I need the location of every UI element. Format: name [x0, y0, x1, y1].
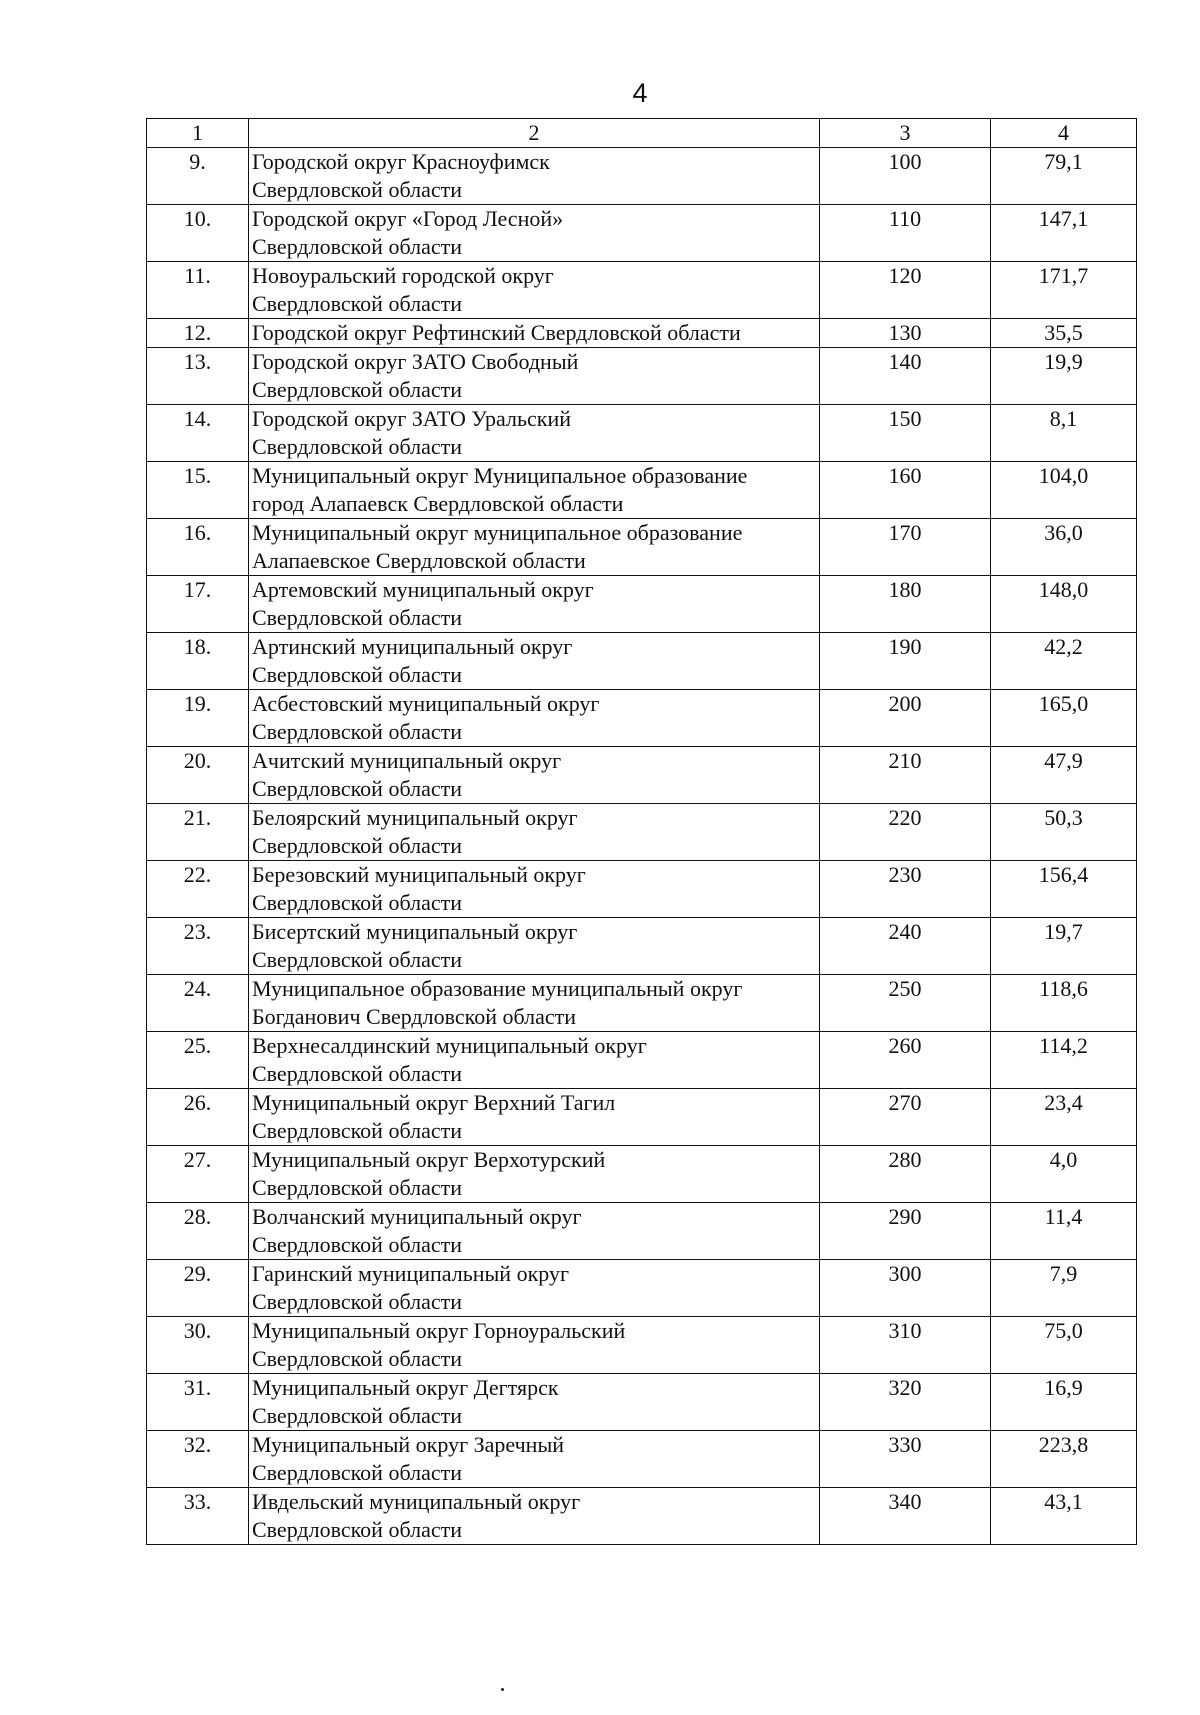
municipality-name	[249, 1089, 820, 1146]
row-code: 220	[820, 804, 991, 861]
municipality-name-line-1: Гаринский муниципальный округ	[252, 1261, 569, 1286]
row-number: 19.	[147, 690, 249, 747]
table-row	[147, 1146, 1137, 1203]
row-code: 180	[820, 576, 991, 633]
row-code: 330	[820, 1431, 991, 1488]
table-row	[147, 576, 1137, 633]
municipality-name-line-2: Свердловской области	[252, 890, 462, 915]
row-code: 280	[820, 1146, 991, 1203]
row-value: 47,9	[991, 747, 1137, 804]
row-value: 79,1	[991, 148, 1137, 205]
municipality-name-line-1: Муниципальный округ Горноуральский	[252, 1318, 626, 1343]
municipality-name-line-1: Березовский муниципальный округ	[252, 862, 586, 887]
municipality-name	[249, 1431, 820, 1488]
municipality-name-line-2: Свердловской области	[252, 377, 462, 402]
municipality-name	[249, 1203, 820, 1260]
row-code: 150	[820, 405, 991, 462]
table-row	[147, 205, 1137, 262]
row-code: 210	[820, 747, 991, 804]
municipality-name-line-2: Свердловской области	[252, 234, 462, 259]
municipality-name-line-2: Свердловской области	[252, 1118, 462, 1143]
row-value: 223,8	[991, 1431, 1137, 1488]
row-value: 148,0	[991, 576, 1137, 633]
municipality-name-line-1: Городской округ ЗАТО Свободный	[252, 349, 579, 374]
table-row	[147, 690, 1137, 747]
municipality-name-line-2: город Алапаевск Свердловской области	[252, 491, 624, 516]
municipality-name-line-1: Муниципальный округ Верхотурский	[252, 1147, 606, 1172]
row-code: 140	[820, 348, 991, 405]
row-number: 11.	[147, 262, 249, 319]
row-value: 7,9	[991, 1260, 1137, 1317]
row-value: 42,2	[991, 633, 1137, 690]
municipality-name	[249, 861, 820, 918]
municipality-name	[249, 462, 820, 519]
municipality-name	[249, 262, 820, 319]
municipality-name	[249, 747, 820, 804]
municipality-name-line-1: Ивдельский муниципальный округ	[252, 1489, 581, 1514]
row-code: 310	[820, 1317, 991, 1374]
row-code: 230	[820, 861, 991, 918]
row-value: 165,0	[991, 690, 1137, 747]
municipality-name-line-1: Муниципальный округ муниципальное образование	[252, 520, 743, 545]
municipality-name-line-2: Свердловской области	[252, 947, 462, 972]
row-value: 75,0	[991, 1317, 1137, 1374]
table-row	[147, 861, 1137, 918]
row-value: 19,9	[991, 348, 1137, 405]
row-code: 130	[820, 319, 991, 348]
row-value: 147,1	[991, 205, 1137, 262]
row-value: 36,0	[991, 519, 1137, 576]
municipality-name-line-2: Свердловской области	[252, 434, 462, 459]
municipality-name	[249, 975, 820, 1032]
row-number: 16.	[147, 519, 249, 576]
municipality-name-line-2: Алапаевское Свердловской области	[252, 548, 586, 573]
table-row	[147, 148, 1137, 205]
municipality-name	[249, 319, 820, 348]
municipality-name	[249, 804, 820, 861]
municipality-name	[249, 1260, 820, 1317]
municipality-name-line-2: Свердловской области	[252, 1175, 462, 1200]
row-code: 320	[820, 1374, 991, 1431]
row-number: 15.	[147, 462, 249, 519]
municipality-name-line-2: Свердловской области	[252, 1346, 462, 1371]
municipality-name-line-1: Белоярский муниципальный округ	[252, 805, 578, 830]
row-value: 11,4	[991, 1203, 1137, 1260]
municipality-name-line-2: Свердловской области	[252, 1403, 462, 1428]
municipality-name-line-1: Муниципальный округ Верхний Тагил	[252, 1090, 616, 1115]
row-code: 120	[820, 262, 991, 319]
municipality-name-line-1: Верхнесалдинский муниципальный округ	[252, 1033, 647, 1058]
page-number: 4	[632, 78, 648, 108]
row-number: 9.	[147, 148, 249, 205]
row-value: 35,5	[991, 319, 1137, 348]
municipality-name-line-2: Свердловской области	[252, 1232, 462, 1257]
municipality-name	[249, 576, 820, 633]
row-code: 250	[820, 975, 991, 1032]
municipality-name	[249, 633, 820, 690]
row-code: 100	[820, 148, 991, 205]
table-row	[147, 319, 1137, 348]
row-value: 19,7	[991, 918, 1137, 975]
column-header-1: 1	[147, 119, 249, 148]
municipality-name	[249, 918, 820, 975]
row-value: 4,0	[991, 1146, 1137, 1203]
row-number: 10.	[147, 205, 249, 262]
row-code: 240	[820, 918, 991, 975]
table-header-row	[147, 119, 1137, 148]
row-value: 156,4	[991, 861, 1137, 918]
table-row	[147, 262, 1137, 319]
table-row	[147, 1317, 1137, 1374]
row-number: 31.	[147, 1374, 249, 1431]
municipality-name-line-2: Свердловской области	[252, 1460, 462, 1485]
table-row	[147, 975, 1137, 1032]
column-header-4: 4	[991, 119, 1137, 148]
row-number: 24.	[147, 975, 249, 1032]
row-code: 260	[820, 1032, 991, 1089]
row-code: 300	[820, 1260, 991, 1317]
row-code: 160	[820, 462, 991, 519]
row-number: 32.	[147, 1431, 249, 1488]
table-row	[147, 1431, 1137, 1488]
municipality-name	[249, 1317, 820, 1374]
municipality-name-line-1: Городской округ «Город Лесной»	[252, 206, 564, 231]
column-header-3: 3	[820, 119, 991, 148]
municipality-name-line-1: Городской округ Рефтинский Свердловской области	[252, 320, 741, 345]
municipality-name-line-2: Свердловской области	[252, 833, 462, 858]
table-row	[147, 348, 1137, 405]
row-code: 270	[820, 1089, 991, 1146]
municipality-name-line-2: Свердловской области	[252, 177, 462, 202]
municipality-name-line-1: Городской округ Красноуфимск	[252, 149, 550, 174]
row-number: 18.	[147, 633, 249, 690]
data-table	[146, 118, 1137, 1545]
municipality-name-line-2: Свердловской области	[252, 1061, 462, 1086]
municipality-name-line-1: Муниципальное образование муниципальный округ	[252, 976, 743, 1001]
row-value: 8,1	[991, 405, 1137, 462]
table-row	[147, 1203, 1137, 1260]
row-value: 104,0	[991, 462, 1137, 519]
table-row	[147, 462, 1137, 519]
municipality-name	[249, 1488, 820, 1545]
municipality-name	[249, 405, 820, 462]
row-number: 27.	[147, 1146, 249, 1203]
municipality-name	[249, 1374, 820, 1431]
municipality-name-line-2: Свердловской области	[252, 1517, 462, 1542]
municipality-name-line-1: Асбестовский муниципальный округ	[252, 691, 600, 716]
row-number: 22.	[147, 861, 249, 918]
municipality-name-line-2: Свердловской области	[252, 662, 462, 687]
row-number: 14.	[147, 405, 249, 462]
row-value: 16,9	[991, 1374, 1137, 1431]
municipality-name-line-1: Волчанский муниципальный округ	[252, 1204, 582, 1229]
municipality-name-line-1: Муниципальный округ Муниципальное образование	[252, 463, 748, 488]
table-row	[147, 1032, 1137, 1089]
row-value: 114,2	[991, 1032, 1137, 1089]
municipality-name-line-2: Свердловской области	[252, 291, 462, 316]
table-row	[147, 918, 1137, 975]
municipality-name-line-2: Богданович Свердловской области	[252, 1004, 577, 1029]
municipality-name	[249, 205, 820, 262]
row-number: 20.	[147, 747, 249, 804]
table-row	[147, 1260, 1137, 1317]
row-value: 171,7	[991, 262, 1137, 319]
table-row	[147, 633, 1137, 690]
row-number: 26.	[147, 1089, 249, 1146]
municipality-name-line-1: Бисертский муниципальный округ	[252, 919, 578, 944]
table-body	[147, 119, 1137, 1545]
municipality-name-line-2: Свердловской области	[252, 776, 462, 801]
row-number: 21.	[147, 804, 249, 861]
row-number: 33.	[147, 1488, 249, 1545]
row-number: 13.	[147, 348, 249, 405]
row-code: 190	[820, 633, 991, 690]
row-number: 28.	[147, 1203, 249, 1260]
table-row	[147, 747, 1137, 804]
municipality-name-line-2: Свердловской области	[252, 719, 462, 744]
row-number: 12.	[147, 319, 249, 348]
municipality-name-line-1: Артинский муниципальный округ	[252, 634, 573, 659]
municipality-name	[249, 1032, 820, 1089]
table-row	[147, 1488, 1137, 1545]
row-value: 118,6	[991, 975, 1137, 1032]
municipality-name	[249, 519, 820, 576]
municipality-name	[249, 1146, 820, 1203]
row-number: 25.	[147, 1032, 249, 1089]
table-row	[147, 1374, 1137, 1431]
row-code: 290	[820, 1203, 991, 1260]
table-row	[147, 519, 1137, 576]
municipality-name-line-1: Артемовский муниципальный округ	[252, 577, 594, 602]
row-value: 23,4	[991, 1089, 1137, 1146]
row-number: 17.	[147, 576, 249, 633]
row-code: 170	[820, 519, 991, 576]
municipality-name-line-2: Свердловской области	[252, 1289, 462, 1314]
municipality-name	[249, 348, 820, 405]
municipality-name	[249, 148, 820, 205]
row-code: 200	[820, 690, 991, 747]
column-header-2: 2	[249, 119, 820, 148]
municipality-name-line-2: Свердловской области	[252, 605, 462, 630]
row-value: 50,3	[991, 804, 1137, 861]
row-number: 30.	[147, 1317, 249, 1374]
row-code: 110	[820, 205, 991, 262]
row-value: 43,1	[991, 1488, 1137, 1545]
table-row	[147, 1089, 1137, 1146]
scan-speck	[501, 1688, 504, 1691]
municipality-name-line-1: Муниципальный округ Дегтярск	[252, 1375, 559, 1400]
municipality-name-line-1: Городской округ ЗАТО Уральский	[252, 406, 571, 431]
row-number: 29.	[147, 1260, 249, 1317]
row-number: 23.	[147, 918, 249, 975]
table-row	[147, 804, 1137, 861]
row-code: 340	[820, 1488, 991, 1545]
municipality-name	[249, 690, 820, 747]
table-row	[147, 405, 1137, 462]
municipality-name-line-1: Ачитский муниципальный округ	[252, 748, 562, 773]
municipality-name-line-1: Муниципальный округ Заречный	[252, 1432, 564, 1457]
municipality-name-line-1: Новоуральский городской округ	[252, 263, 554, 288]
